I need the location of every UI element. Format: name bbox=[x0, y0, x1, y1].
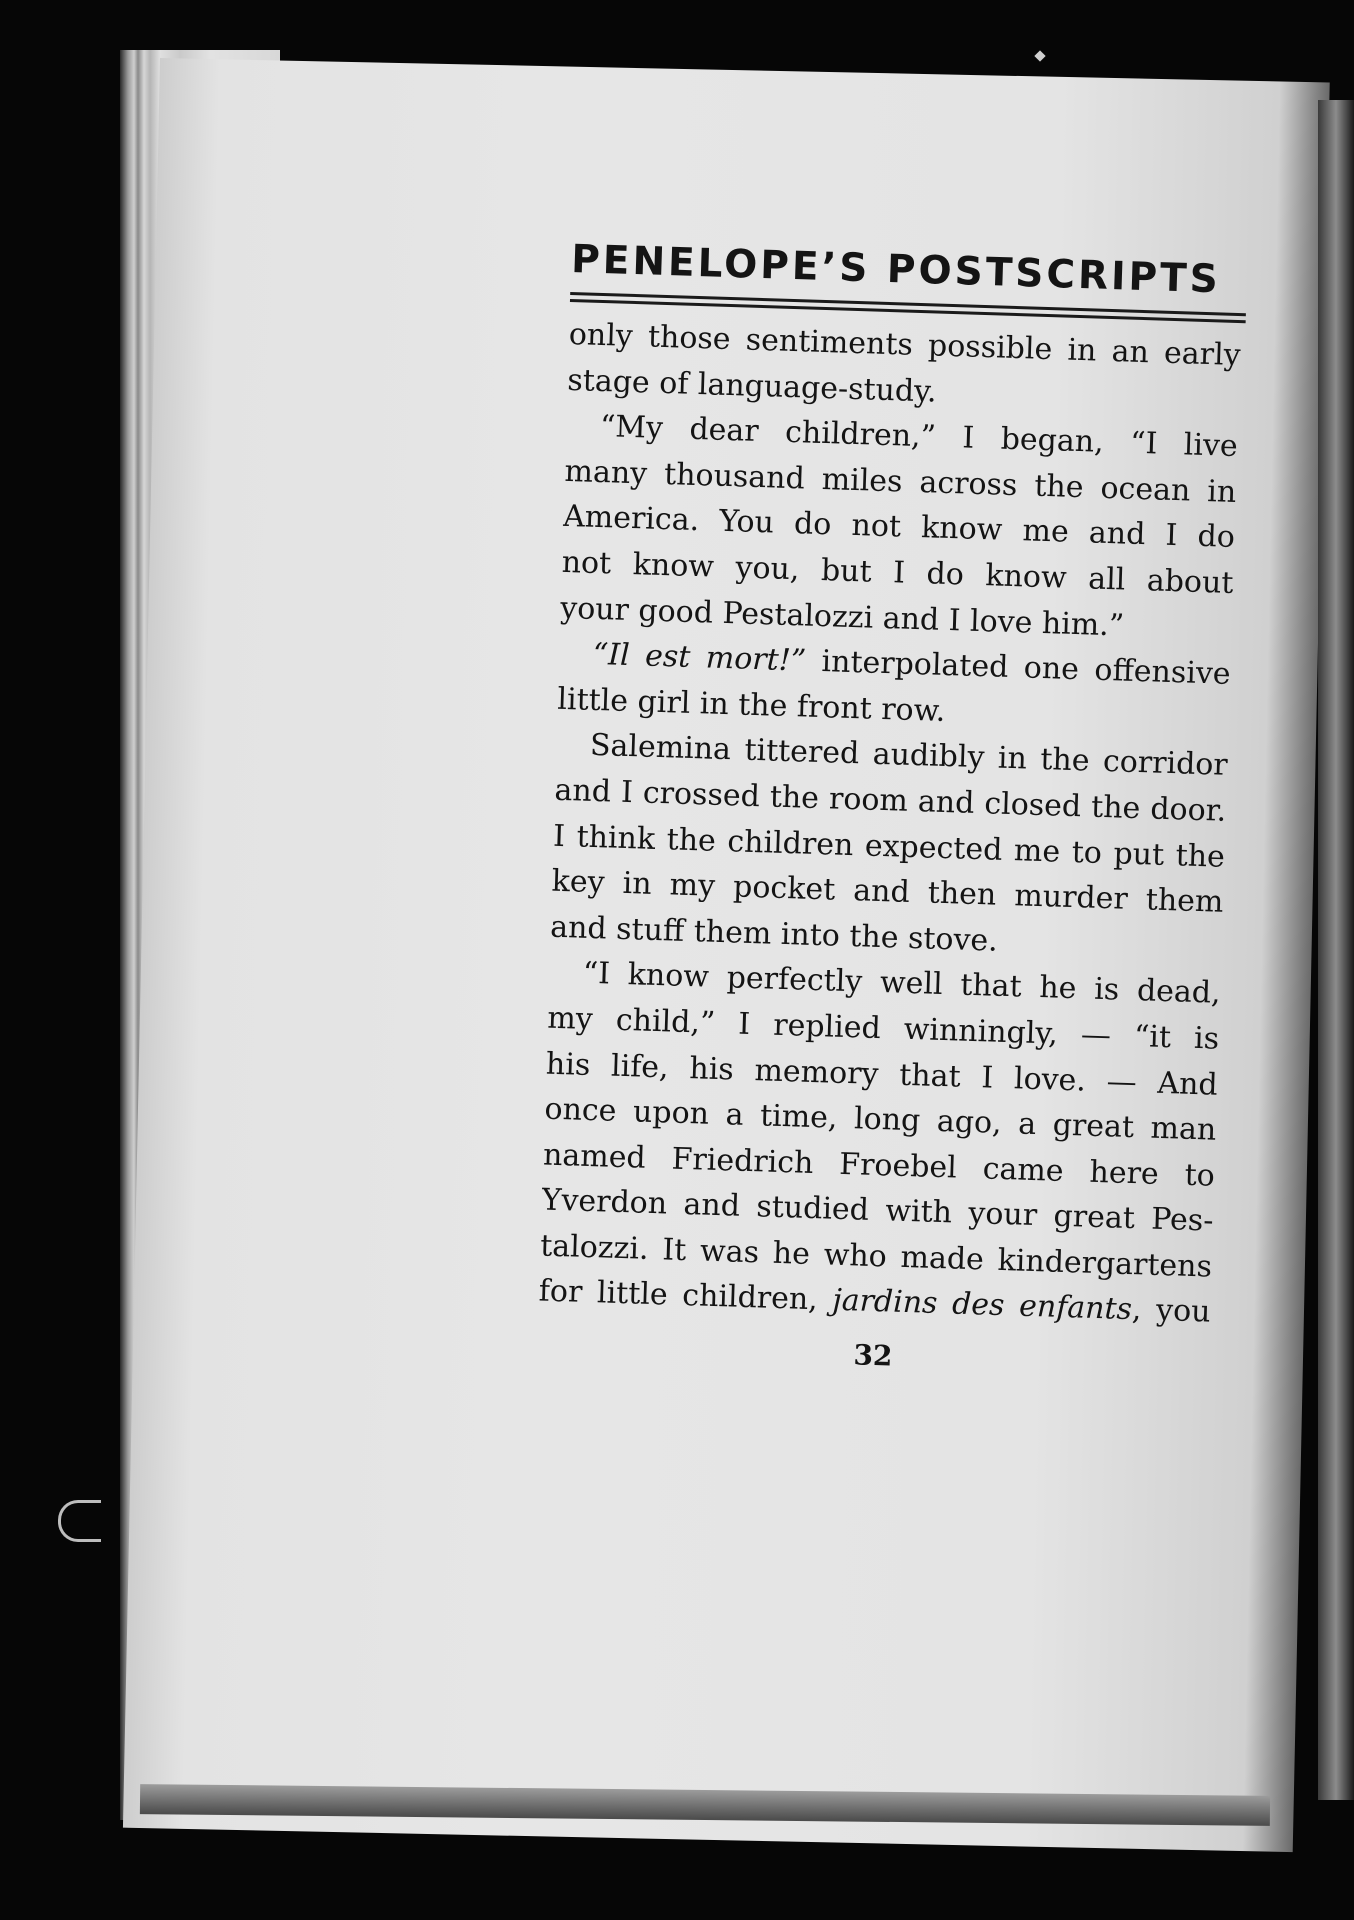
text-line: only those sentiments possible in an early bbox=[568, 316, 1242, 374]
page-number: 32 bbox=[852, 1338, 893, 1373]
text-line: stage of language-study. bbox=[566, 362, 938, 410]
text-line: and stuff them into the stove. bbox=[549, 909, 999, 959]
binding-clip-mark bbox=[58, 1500, 101, 1542]
running-head: PENELOPE’S POSTSCRIPTS bbox=[570, 236, 1222, 303]
text-line: once upon a time, long ago, a great man bbox=[544, 1091, 1217, 1148]
text-line: America. You do not know me and I do bbox=[562, 499, 1236, 556]
text-line: named Friedrich Froebel came here to bbox=[542, 1137, 1216, 1194]
text-line: Yverdon and studied with your great Pes- bbox=[541, 1182, 1214, 1239]
text-line: your good Pestalozzi and I love him.” bbox=[559, 590, 1125, 644]
text-line: “My dear children,” I began, “I live bbox=[599, 409, 1239, 465]
italic-text: jardins des enfants bbox=[831, 1283, 1133, 1328]
text-line: his life, his memory that I love. — And bbox=[545, 1046, 1219, 1103]
right-page-edge bbox=[1318, 100, 1354, 1800]
text-line: my child,” I replied winningly, — “it is bbox=[546, 1000, 1220, 1057]
text-line: little girl in the front row. bbox=[556, 681, 946, 729]
text-line: I think the children expected me to put the bbox=[552, 818, 1226, 875]
text-line: many thousand miles across the ocean in bbox=[564, 453, 1237, 510]
text-fragment: , you bbox=[1131, 1292, 1212, 1331]
text-line: talozzi. It was he who made kindergartens bbox=[539, 1228, 1213, 1285]
text-fragment: for little children, bbox=[538, 1273, 834, 1319]
italic-text: “Il est mort!” bbox=[592, 637, 807, 679]
text-line: key in my pocket and then murder them bbox=[551, 863, 1224, 920]
text-line: not know you, but I do know all about bbox=[561, 544, 1234, 601]
text-line: and I crossed the room and closed the door. bbox=[554, 772, 1227, 829]
scan-speck bbox=[1034, 50, 1045, 61]
text-line: Salemina tittered audibly in the corridor bbox=[589, 728, 1229, 784]
text-fragment: interpolated one offensive bbox=[805, 643, 1232, 693]
body-text bbox=[538, 312, 1241, 1336]
text-line: “I know perfectly well that he is dead, bbox=[582, 956, 1222, 1012]
page-content bbox=[537, 236, 1244, 1383]
